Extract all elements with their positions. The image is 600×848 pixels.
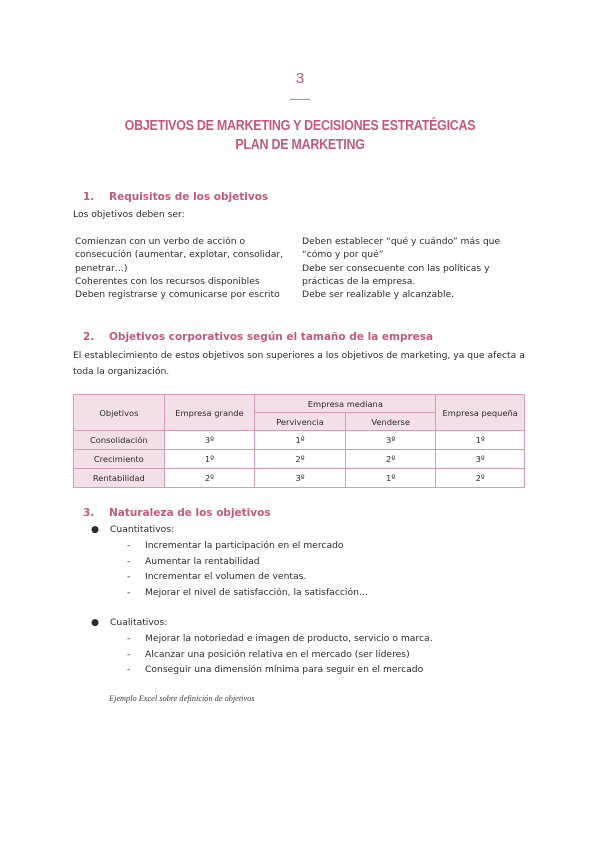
objectives-table: [73, 394, 525, 488]
cell-venderse: 3º: [345, 431, 436, 450]
section-2-intro-line: El establecimiento de estos objetivos son superiores a los objetivos de marketing, ya que afecta a: [73, 350, 525, 361]
requirement-item: Deben registrarse y comunicarse por escrito: [75, 289, 280, 301]
bullet-cualitativos: [91, 615, 167, 631]
requirement-item: prácticas de la empresa.: [302, 275, 416, 287]
quantitative-list: [127, 538, 368, 600]
section-1-title: Requisitos de los objetivos: [109, 191, 269, 203]
section-2-title: Objetivos corporativos según el tamaño de la empresa: [109, 331, 434, 343]
title-line-1: OBJETIVOS DE MARKETING Y DECISIONES ESTRATÉGICAS: [124, 118, 476, 134]
section-3-number: 3.: [83, 507, 95, 519]
table-row: [74, 431, 525, 450]
dash-icon: -: [127, 586, 131, 598]
list-item: - Alcanzar una posición relativa en el mercado (ser líderes): [127, 647, 433, 663]
list-item: - Aumentar la rentabilidad: [127, 554, 368, 570]
section-1-heading: [83, 191, 268, 203]
dash-icon: -: [127, 648, 131, 660]
section-2-intro-line: toda la organización.: [73, 365, 170, 377]
cell-pequena: 1º: [436, 431, 525, 450]
header-empresa-pequena: Empresa pequeña: [436, 395, 525, 431]
cell-pervivencia: 2º: [255, 450, 346, 469]
section-2-number: 2.: [83, 331, 95, 343]
section-2-heading: [83, 331, 433, 343]
bullet-cuantitativos: [91, 522, 174, 538]
table-row: [74, 469, 525, 488]
table-row: [74, 450, 525, 469]
section-1-number: 1.: [83, 191, 95, 203]
dash-icon: -: [127, 571, 131, 582]
requirements-right-column: [302, 235, 527, 301]
header-empresa-mediana: Empresa mediana: [255, 395, 436, 413]
section-3-title: Naturaleza de los objetivos: [109, 507, 271, 519]
section-3-heading: [83, 507, 271, 519]
cell-grande: 2º: [164, 469, 255, 488]
page-number-rule: [290, 99, 310, 100]
bullet-label: Cualitativos:: [110, 617, 168, 628]
cell-grande: 1º: [164, 450, 255, 469]
dash-icon: -: [127, 540, 131, 551]
page-number: 3: [295, 70, 305, 87]
requirement-item: consecución (aumentar, explotar, consolidar,: [75, 249, 284, 261]
requirements-left-column: [75, 235, 300, 301]
list-item: - Incrementar el volumen de ventas.: [127, 569, 368, 585]
section-2-intro: [73, 348, 533, 379]
dash-icon: -: [127, 664, 131, 675]
row-label: Rentabilidad: [74, 469, 165, 488]
list-item: - Mejorar el nivel de satisfacción, la satisfacción…: [127, 585, 368, 601]
requirement-item: penetrar…): [75, 262, 128, 274]
cell-pequena: 3º: [436, 450, 525, 469]
list-item: - Incrementar la participación en el mercado: [127, 538, 368, 554]
row-label: Consolidación: [74, 431, 165, 450]
row-label: Crecimiento: [74, 450, 165, 469]
bullet-icon: ●: [91, 524, 100, 535]
section-1-intro: Los objetivos deben ser:: [73, 209, 185, 220]
bullet-label: Cuantitativos:: [110, 524, 175, 535]
requirement-item: Comienzan con un verbo de acción o: [75, 236, 246, 247]
cell-venderse: 1º: [345, 469, 436, 488]
list-item: - Mejorar la notoriedad e imagen de producto, servicio o marca.: [127, 631, 433, 647]
cell-pervivencia: 1º: [255, 431, 346, 450]
requirement-item: Coherentes con los recursos disponibles: [75, 275, 260, 287]
dash-icon: -: [127, 555, 131, 567]
dash-icon: -: [127, 633, 131, 644]
example-caption: Ejemplo Excel sobre definición de objetivos: [109, 694, 255, 703]
header-objetivos: Objetivos: [74, 395, 165, 431]
header-pervivencia: Pervivencia: [255, 413, 346, 431]
requirement-item: Debe ser realizable y alcanzable.: [302, 289, 455, 301]
cell-grande: 3º: [164, 431, 255, 450]
page-title: [42, 117, 558, 155]
header-venderse: Venderse: [345, 413, 436, 431]
cell-pervivencia: 3º: [255, 469, 346, 488]
requirement-item: Deben establecer “qué y cuándo” más que: [302, 236, 501, 247]
requirement-item: “cómo y por qué”: [302, 249, 384, 261]
title-line-2: PLAN DE MARKETING: [235, 137, 365, 153]
header-empresa-grande: Empresa grande: [164, 395, 255, 431]
cell-pequena: 2º: [436, 469, 525, 488]
list-item: - Conseguir una dimensión mínima para seguir en el mercado: [127, 662, 433, 678]
qualitative-list: [127, 631, 433, 678]
requirement-item: Debe ser consecuente con las políticas y: [302, 262, 490, 274]
bullet-icon: ●: [91, 617, 100, 628]
cell-venderse: 2º: [345, 450, 436, 469]
